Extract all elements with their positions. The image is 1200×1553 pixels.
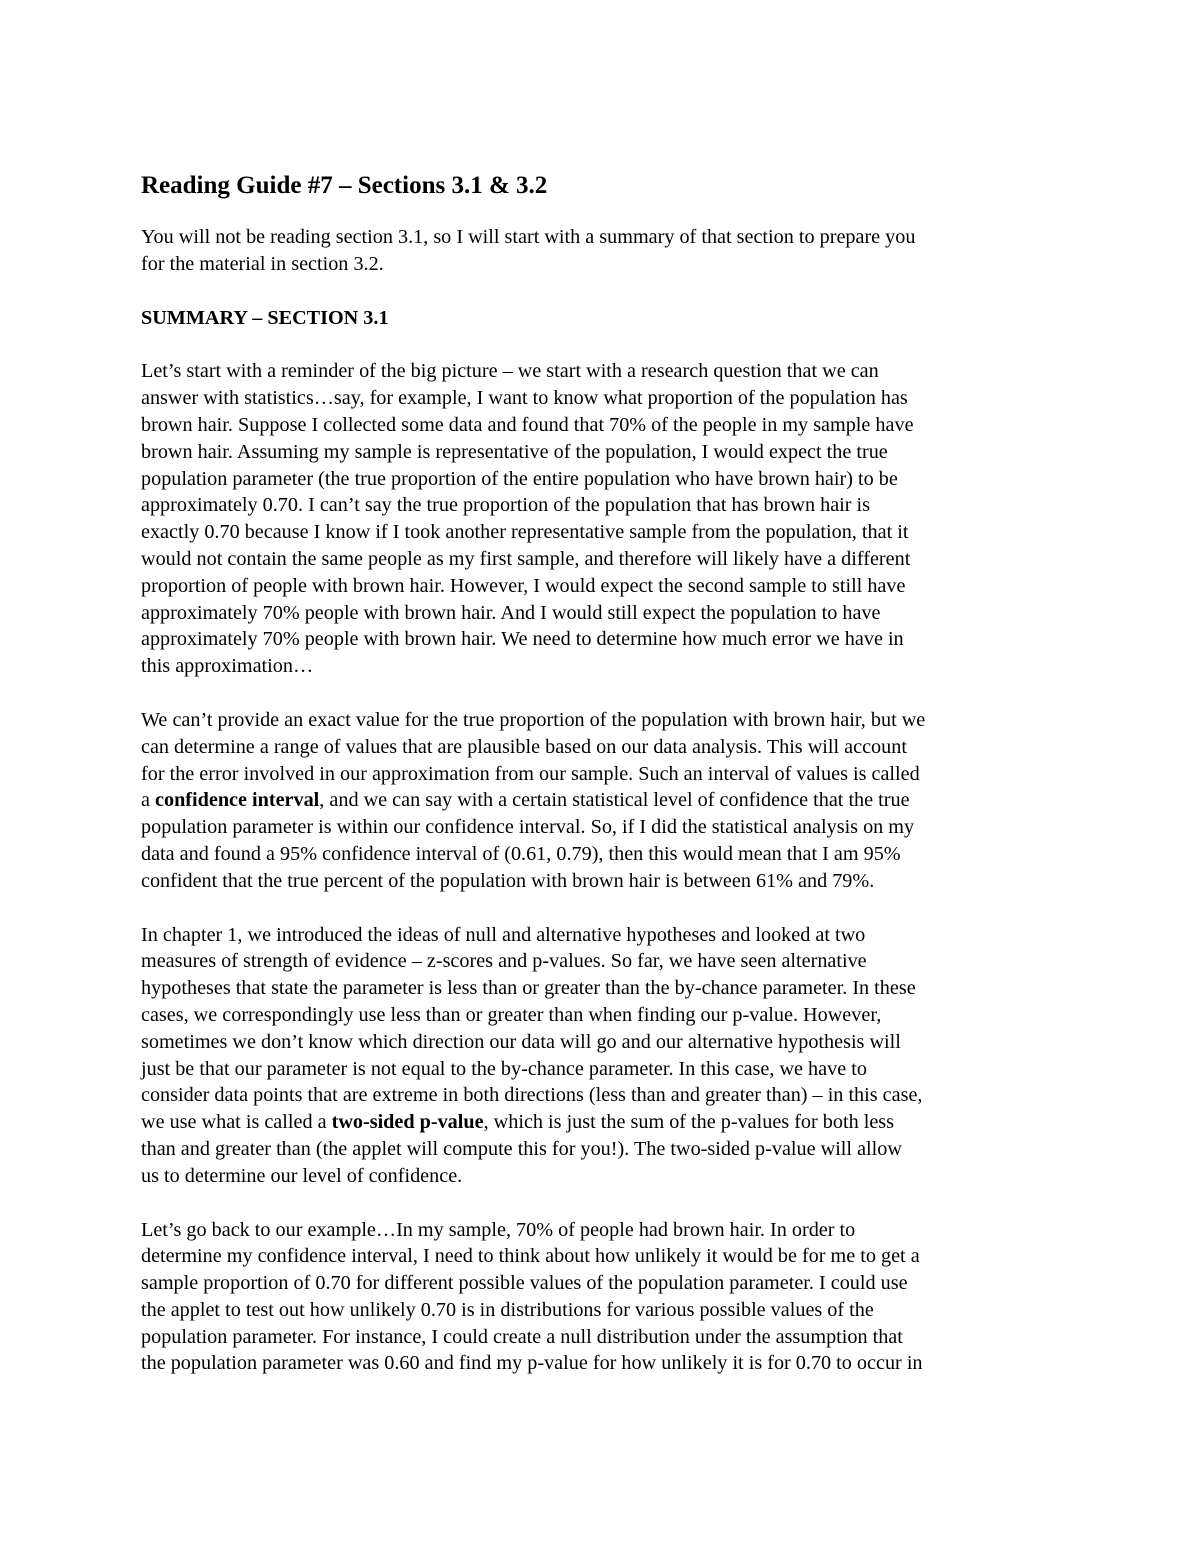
text-line: the applet to test out how unlikely 0.70 is in distributions for various possible values of the xyxy=(141,1298,874,1321)
paragraph-example xyxy=(141,1217,1071,1378)
text-line: than and greater than (the applet will compute this for you!). The two-sided p-value will allow xyxy=(141,1137,902,1160)
text-line: us to determine our level of confidence. xyxy=(141,1164,463,1187)
text-line: answer with statistics…say, for example, I want to know what proportion of the population has xyxy=(141,387,908,410)
text-segment: we use what is called a xyxy=(141,1111,332,1134)
document-body xyxy=(141,168,1071,1404)
text-line xyxy=(141,1109,1071,1136)
bold-term-confidence-interval: confidence interval xyxy=(155,789,320,812)
text-line: measures of strength of evidence – z-scores and p-values. So far, we have seen alternative xyxy=(141,950,867,973)
text-segment: , which is just the sum of the p-values for both less xyxy=(483,1111,895,1134)
text-line xyxy=(141,787,1071,814)
document-title: Reading Guide #7 – Sections 3.1 & 3.2 xyxy=(141,172,548,199)
text-line: In chapter 1, we introduced the ideas of null and alternative hypotheses and looked at two xyxy=(141,923,866,946)
text-line: population parameter. For instance, I could create a null distribution under the assumption that xyxy=(141,1325,903,1348)
text-line: approximately 0.70. I can’t say the true proportion of the population that has brown hair is xyxy=(141,494,871,517)
text-line: proportion of people with brown hair. However, I would expect the second sample to still have xyxy=(141,574,906,597)
text-line: data and found a 95% confidence interval of (0.61, 0.79), then this would mean that I am 95% xyxy=(141,842,901,865)
paragraph-confidence-interval xyxy=(141,707,1071,895)
text-segment: , and we can say with a certain statistical level of confidence that the true xyxy=(319,789,910,812)
text-line: the population parameter was 0.60 and find my p-value for how unlikely it is for 0.70 to occur in xyxy=(141,1352,923,1375)
bold-term-two-sided-p-value: two-sided p-value xyxy=(331,1111,484,1134)
intro-paragraph xyxy=(141,224,1071,278)
text-line: confident that the true percent of the population with brown hair is between 61% and 79%. xyxy=(141,869,875,892)
text-line: population parameter (the true proportion of the entire population who have brown hair) to be xyxy=(141,467,898,490)
text-line: just be that our parameter is not equal to the by-chance parameter. In this case, we have to xyxy=(141,1057,867,1080)
text-line: would not contain the same people as my first sample, and therefore will likely have a different xyxy=(141,547,911,570)
text-segment: a xyxy=(141,789,156,812)
text-line: sometimes we don’t know which direction our data will go and our alternative hypothesis will xyxy=(141,1030,901,1053)
text-line: approximately 70% people with brown hair. And I would still expect the population to have xyxy=(141,601,881,624)
text-line: brown hair. Suppose I collected some data and found that 70% of the people in my sample have xyxy=(141,413,914,436)
text-line: this approximation… xyxy=(141,655,314,678)
text-line: for the material in section 3.2. xyxy=(141,252,384,275)
text-line: for the error involved in our approximation from our sample. Such an interval of values is called xyxy=(141,762,920,785)
text-line: Let’s go back to our example…In my sample, 70% of people had brown hair. In order to xyxy=(141,1218,856,1241)
text-line: consider data points that are extreme in both directions (less than and greater than) – in this case, xyxy=(141,1084,923,1107)
text-line: population parameter is within our confidence interval. So, if I did the statistical analysis on my xyxy=(141,816,915,839)
text-line: hypotheses that state the parameter is less than or greater than the by-chance parameter. In these xyxy=(141,977,916,1000)
text-line: determine my confidence interval, I need to think about how unlikely it would be for me to get a xyxy=(141,1245,920,1268)
text-line: can determine a range of values that are plausible based on our data analysis. This will account xyxy=(141,735,907,758)
paragraph-hypotheses xyxy=(141,922,1071,1190)
text-line: cases, we correspondingly use less than or greater than when finding our p-value. However, xyxy=(141,1003,882,1026)
text-line: sample proportion of 0.70 for different possible values of the population parameter. I could use xyxy=(141,1272,908,1295)
text-line: We can’t provide an exact value for the true proportion of the population with brown hair, but we xyxy=(141,708,926,731)
section-heading: SUMMARY – SECTION 3.1 xyxy=(141,306,389,329)
text-line: Let’s start with a reminder of the big picture – we start with a research question that we can xyxy=(141,360,879,383)
text-line: brown hair. Assuming my sample is representative of the population, I would expect the true xyxy=(141,440,888,463)
text-line: exactly 0.70 because I know if I took another representative sample from the population, that it xyxy=(141,521,909,544)
paragraph-big-picture xyxy=(141,358,1071,680)
text-line: You will not be reading section 3.1, so I will start with a summary of that section to prepare you xyxy=(141,226,916,248)
text-line: approximately 70% people with brown hair. We need to determine how much error we have in xyxy=(141,628,904,651)
